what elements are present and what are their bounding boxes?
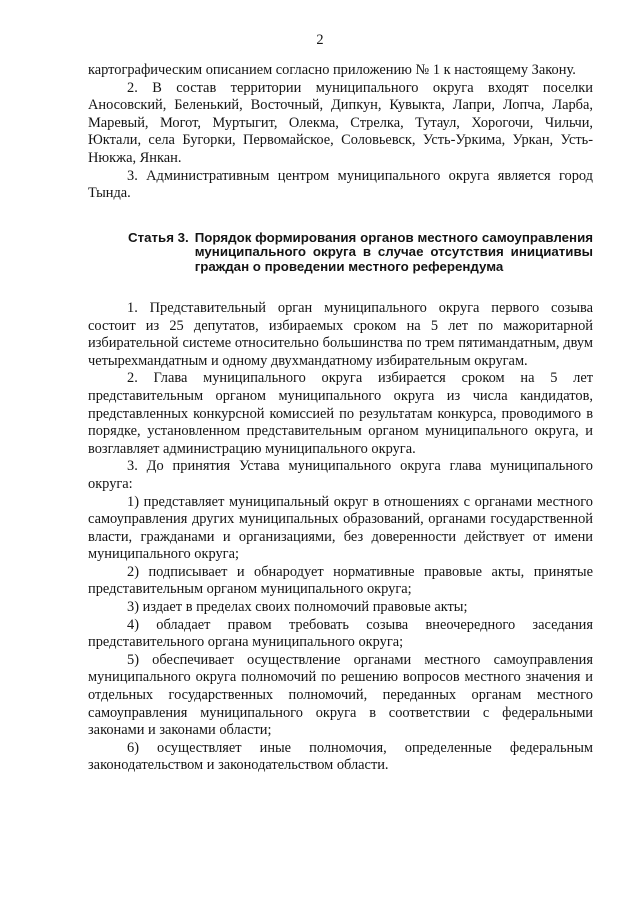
paragraph-head-powers-intro: 3. До принятия Устава муниципального округа глава муниципального округа: — [88, 458, 593, 492]
article-heading — [128, 231, 593, 274]
paragraph-head-election: 2. Глава муниципального округа избирается сроком на 5 лет представительным органом муниципального округа из числа кандидатов, представленных конкурсной комиссией по результатам конкурса, проводимого в порядке, установленном представительным органом муниципального округа, и возглавляет администрацию муниципального округа. — [88, 370, 593, 457]
article-label: Статья 3. — [128, 229, 189, 245]
list-item-1: 1) представляет муниципальный округ в отношениях с органами местного самоуправления других муниципальных образований, органами государственной власти, гражданами и организациями, без доверенности действует от имени муниципального округа; — [88, 493, 593, 563]
document-body — [88, 62, 593, 775]
list-item-5: 5) обеспечивает осуществление органами местного самоуправления муниципального округа полномочий по решению вопросов местного значения и отдельных государственных полномочий, переданных органам местного самоуправления муниципального округа в соответствии с федеральными законами и законами области; — [88, 651, 593, 739]
paragraph-administrative-center: 3. Административным центром муниципального округа является город Тында. — [88, 167, 593, 202]
list-item-3: 3) издает в пределах своих полномочий правовые акты; — [127, 599, 468, 616]
paragraph-territory-settlements: 2. В состав территории муниципального округа входят поселки Аносовский, Беленький, Восточный, Дипкун, Кувыкта, Лапри, Лопча, Ларба, Маревый, Могот, Муртыгит, Олекма, Стрелка, Тутаул, Хорогочи, Чильчи, Юктали, села Бугорки, Первомайское, Соловьевск, Усть-Уркима, Уркан, Усть-Нюкжа, Янкан. — [88, 79, 593, 166]
paragraph-representative-body: 1. Представительный орган муниципального округа первого созыва состоит из 25 депутатов, избираемых сроком на 5 лет по мажоритарной избирательной системе относительно большинства по трем пятимандатным, двум четырехмандатным и одному двухмандатному избирательным округам. — [88, 299, 593, 369]
paragraph-continuation: картографическим описанием согласно приложению № 1 к настоящему Закону. — [88, 62, 576, 78]
list-item-4: 4) обладает правом требовать созыва внеочередного заседания представительного органа муниципального округа; — [88, 616, 593, 651]
list-item-6: 6) осуществляет иные полномочия, определенные федеральным законодательством и законодательством области. — [88, 739, 593, 774]
article-title: Порядок формирования органов местного самоуправления муниципального округа в случае отсутствия инициативы граждан о проведении местного референдума — [194, 229, 593, 274]
page-number: 2 — [316, 32, 324, 48]
list-item-2: 2) подписывает и обнародует нормативные правовые акты, принятые представительным органом муниципального округа; — [88, 563, 593, 598]
